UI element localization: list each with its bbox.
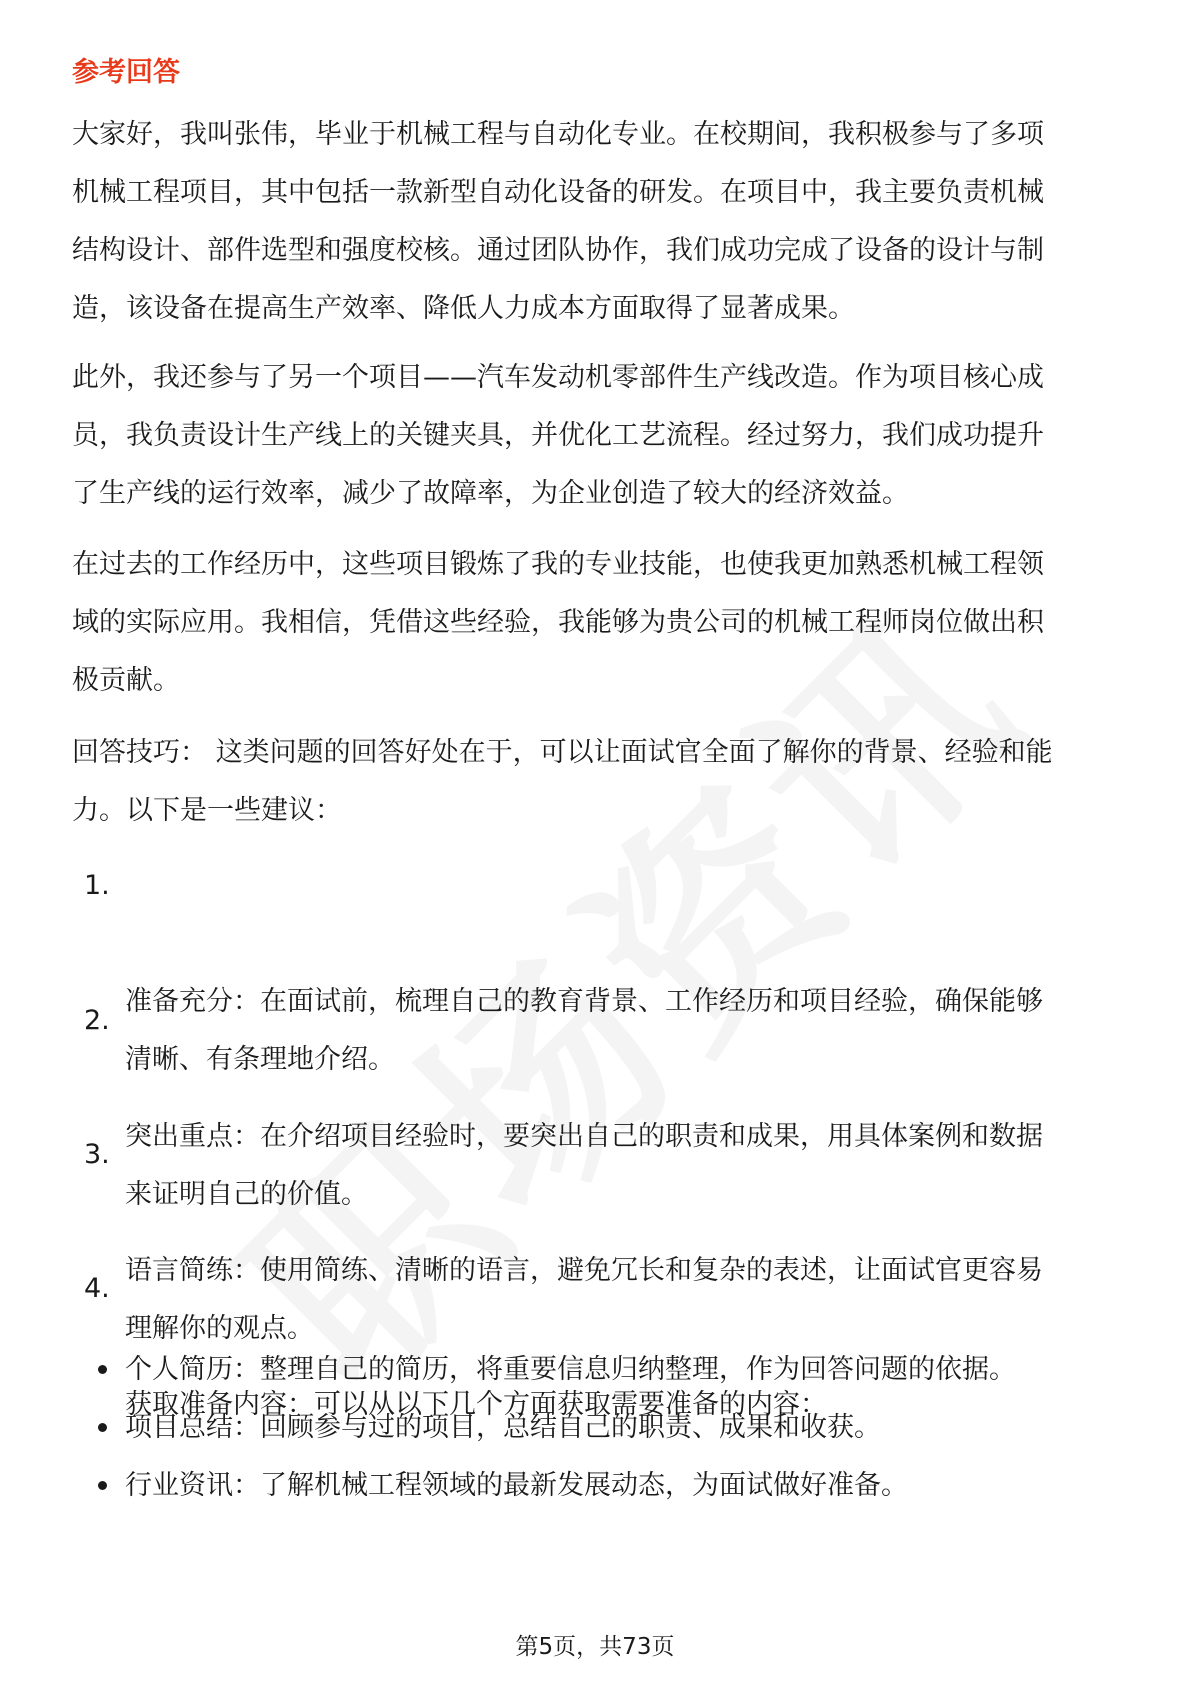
list-number: 4. <box>84 1273 110 1304</box>
list-item-text: 突出重点：在介绍项目经验时，要突出自己的职责和成果，用具体案例和数据 来证明自己的价值。 <box>125 1121 1043 1210</box>
tips-paragraph: 回答技巧： 这类问题的回答好处在于，可以让面试官全面了解你的背景、经验和能 力。以下是一些建议： <box>72 737 1053 826</box>
section-heading: 参考回答 <box>72 57 180 88</box>
answer-paragraph-3: 在过去的工作经历中，这些项目锻炼了我的专业技能，也使我更加熟悉机械工程领 域的实际应用。我相信，凭借这些经验，我能够为贵公司的机械工程师岗位做出积 极贡献。 <box>72 549 1044 696</box>
bullet-icon <box>98 1481 107 1490</box>
list-number: 2. <box>84 1005 110 1036</box>
answer-paragraph-1: 大家好，我叫张伟，毕业于机械工程与自动化专业。在校期间，我积极参与了多项 机械工程项目，其中包括一款新型自动化设备的研发。在项目中，我主要负责机械 结构设计、部件选型和强度校核。通过团队协作，我们成功完成了设备的设计与制 造，该设备在提高生产效率、降低人力成本方面取得了显著成果。 <box>72 119 1044 324</box>
bullet-list <box>72 1341 1132 1515</box>
list-number: 3. <box>84 1139 110 1170</box>
list-item <box>72 1399 1132 1457</box>
list-number: 1. <box>84 870 110 901</box>
list-item-text: 个人简历：整理自己的简历，将重要信息归纳整理，作为回答问题的依据。 <box>125 1354 1016 1385</box>
bullet-icon <box>98 1365 107 1374</box>
answer-paragraph-2: 此外，我还参与了另一个项目——汽车发动机零部件生产线改造。作为项目核心成 员，我负责设计生产线上的关键夹具，并优化工艺流程。经过努力，我们成功提升 了生产线的运行效率，减少了故障率，为企业创造了较大的经济效益。 <box>72 362 1044 509</box>
list-item-text: 准备充分：在面试前，梳理自己的教育背景、工作经历和项目经验，确保能够 清晰、有条理地介绍。 <box>125 986 1043 1075</box>
list-item-text: 获取准备内容：可以从以下几个方面获取需要准备的内容： <box>125 1389 827 1420</box>
page-number: 第5页，共73页 <box>515 1634 675 1660</box>
list-item-text: 项目总结：回顾参与过的项目，总结自己的职责、成果和收获。 <box>125 1412 881 1443</box>
list-item-text: 语言简练：使用简练、清晰的语言，避免冗长和复杂的表述，让面试官更容易 理解你的观点。 <box>125 1255 1043 1344</box>
list-item <box>72 1341 1132 1399</box>
list-item-text: 行业资讯：了解机械工程领域的最新发展动态，为面试做好准备。 <box>125 1470 908 1501</box>
bullet-icon <box>98 1423 107 1432</box>
list-item <box>72 1457 1132 1515</box>
